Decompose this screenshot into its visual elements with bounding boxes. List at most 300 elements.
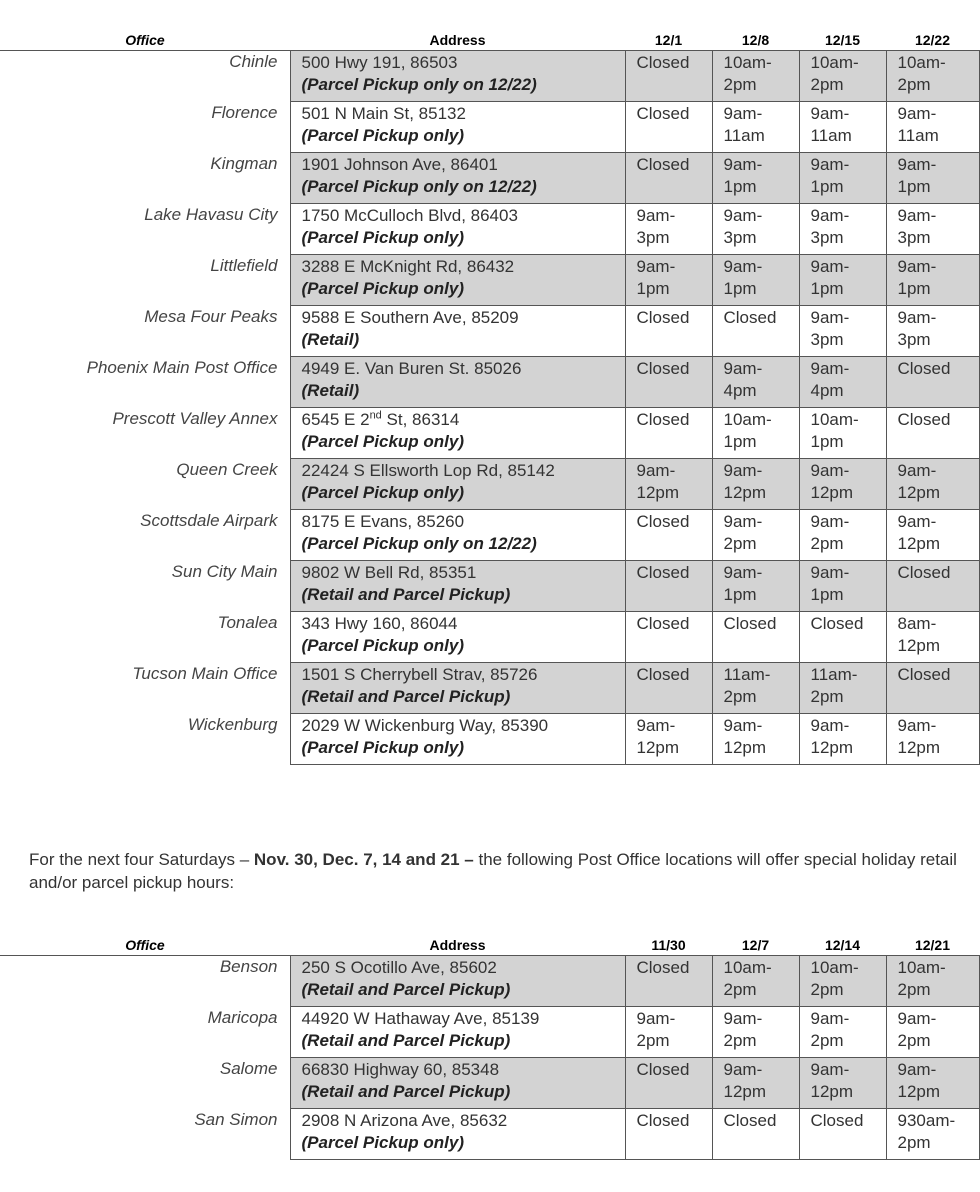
street-address: 4949 E. Van Buren St. 85026 bbox=[301, 359, 522, 378]
hours-text: 2pm bbox=[810, 534, 844, 553]
hours-text: 9am- bbox=[723, 512, 763, 531]
street-address: 343 Hwy 160, 86044 bbox=[301, 614, 458, 633]
hours-text: 11am- bbox=[723, 665, 771, 684]
hours-text: 9am- bbox=[723, 104, 763, 123]
hours-text: Closed bbox=[636, 512, 690, 531]
street-address: 66830 Highway 60, 85348 bbox=[301, 1060, 500, 1079]
hours-text: 12pm bbox=[636, 738, 680, 757]
hours-text: 9am- bbox=[810, 359, 850, 378]
hours-text: 3pm bbox=[636, 228, 670, 247]
hours-text: 10am- bbox=[723, 958, 772, 977]
table-row bbox=[0, 663, 979, 714]
hours-text: 2pm bbox=[897, 980, 931, 999]
hours-text: 10am- bbox=[897, 53, 946, 72]
hours-cell bbox=[886, 1058, 979, 1109]
hours-text: 8am- bbox=[897, 614, 937, 633]
street-address: 6545 E 2 bbox=[301, 410, 370, 429]
hours-text: 11am bbox=[897, 126, 939, 145]
hours-cell bbox=[886, 102, 979, 153]
service-note: (Parcel Pickup only) bbox=[301, 279, 464, 298]
hours-text: 1pm bbox=[810, 585, 844, 604]
street-address: 501 N Main St, 85132 bbox=[301, 104, 466, 123]
column-header-date: 11/30 bbox=[625, 929, 712, 956]
hours-cell bbox=[625, 357, 712, 408]
table-row bbox=[0, 408, 979, 459]
hours-text: 1pm bbox=[723, 177, 757, 196]
address-cell bbox=[290, 956, 625, 1007]
hours-text: Closed bbox=[723, 614, 777, 633]
hours-cell bbox=[712, 102, 799, 153]
hours-cell bbox=[625, 1109, 712, 1160]
hours-text: 9am- bbox=[810, 716, 850, 735]
hours-text: 1pm bbox=[723, 432, 757, 451]
hours-text: 10am- bbox=[810, 410, 859, 429]
hours-text: 1pm bbox=[723, 585, 757, 604]
service-note: (Parcel Pickup only) bbox=[301, 636, 464, 655]
hours-text: Closed bbox=[636, 665, 690, 684]
hours-text: 12pm bbox=[723, 738, 767, 757]
service-note: (Retail) bbox=[301, 381, 360, 400]
service-note: (Retail) bbox=[301, 330, 360, 349]
hours-text: 9am- bbox=[897, 461, 937, 480]
hours-text: Closed bbox=[897, 563, 951, 582]
hours-text: 12pm bbox=[897, 483, 941, 502]
hours-cell bbox=[799, 956, 886, 1007]
address-cell bbox=[290, 357, 625, 408]
street-address: 2029 W Wickenburg Way, 85390 bbox=[301, 716, 549, 735]
service-note: (Parcel Pickup only on 12/22) bbox=[301, 177, 537, 196]
hours-text: 10am- bbox=[810, 958, 859, 977]
office-name: Sun City Main bbox=[171, 561, 278, 581]
hours-cell bbox=[712, 153, 799, 204]
column-header-office: Office bbox=[0, 929, 290, 956]
hours-text: 2pm bbox=[897, 1031, 931, 1050]
office-name: Wickenburg bbox=[187, 714, 278, 734]
hours-text: 9am- bbox=[636, 716, 676, 735]
hours-text: 9am- bbox=[897, 1060, 937, 1079]
hours-text: 10am- bbox=[897, 958, 946, 977]
address-cell bbox=[290, 510, 625, 561]
hours-text: 2pm bbox=[723, 1031, 757, 1050]
hours-text: 11am- bbox=[810, 665, 858, 684]
service-note: (Parcel Pickup only) bbox=[301, 1133, 464, 1152]
service-note: (Retail and Parcel Pickup) bbox=[301, 687, 511, 706]
hours-text: 9am- bbox=[897, 716, 937, 735]
hours-text: 3pm bbox=[897, 228, 931, 247]
column-header-office: Office bbox=[0, 24, 290, 51]
address-cell bbox=[290, 51, 625, 102]
hours-text: 9am- bbox=[810, 563, 850, 582]
table-row bbox=[0, 459, 979, 510]
hours-cell bbox=[799, 459, 886, 510]
hours-cell bbox=[886, 306, 979, 357]
hours-cell bbox=[886, 714, 979, 765]
hours-cell bbox=[799, 1109, 886, 1160]
hours-cell bbox=[712, 956, 799, 1007]
street-address: 9802 W Bell Rd, 85351 bbox=[301, 563, 477, 582]
hours-text: 12pm bbox=[723, 1082, 767, 1101]
hours-cell bbox=[712, 510, 799, 561]
hours-cell bbox=[625, 255, 712, 306]
street-address: 9588 E Southern Ave, 85209 bbox=[301, 308, 519, 327]
hours-text: Closed bbox=[636, 563, 690, 582]
address-cell bbox=[290, 1007, 625, 1058]
hours-text: 2pm bbox=[810, 75, 844, 94]
hours-cell bbox=[799, 102, 886, 153]
hours-cell bbox=[886, 956, 979, 1007]
table-row bbox=[0, 1007, 979, 1058]
column-header-date: 12/15 bbox=[799, 24, 886, 51]
hours-text: 9am- bbox=[810, 512, 850, 531]
hours-text: 10am- bbox=[810, 53, 859, 72]
hours-text: 4pm bbox=[723, 381, 757, 400]
hours-cell bbox=[799, 357, 886, 408]
hours-text: 1pm bbox=[897, 177, 931, 196]
street-address: 1750 McCulloch Blvd, 86403 bbox=[301, 206, 518, 225]
address-cell bbox=[290, 408, 625, 459]
hours-text: 2pm bbox=[636, 1031, 670, 1050]
hours-text: 9am- bbox=[723, 1060, 763, 1079]
hours-text: 2pm bbox=[810, 980, 844, 999]
paragraph-text: For the next four Saturdays – bbox=[29, 850, 254, 869]
hours-cell bbox=[799, 1007, 886, 1058]
street-address: 1501 S Cherrybell Strav, 85726 bbox=[301, 665, 538, 684]
hours-text: 2pm bbox=[897, 75, 931, 94]
hours-text: 12pm bbox=[897, 1082, 941, 1101]
hours-cell bbox=[799, 663, 886, 714]
street-address: 250 S Ocotillo Ave, 85602 bbox=[301, 958, 497, 977]
service-note: (Parcel Pickup only on 12/22) bbox=[301, 75, 537, 94]
hours-text: 1pm bbox=[723, 279, 757, 298]
column-header-date: 12/7 bbox=[712, 929, 799, 956]
hours-cell bbox=[712, 612, 799, 663]
hours-cell bbox=[712, 408, 799, 459]
street-address-tail: St, 86314 bbox=[381, 410, 460, 429]
hours-text: 12pm bbox=[723, 483, 767, 502]
hours-text: 1pm bbox=[897, 279, 931, 298]
table-row bbox=[0, 561, 979, 612]
service-note: (Parcel Pickup only) bbox=[301, 126, 464, 145]
hours-cell bbox=[712, 714, 799, 765]
column-header-date: 12/8 bbox=[712, 24, 799, 51]
hours-text: Closed bbox=[897, 410, 951, 429]
hours-cell bbox=[886, 1109, 979, 1160]
hours-text: 9am- bbox=[723, 257, 763, 276]
hours-cell bbox=[712, 1007, 799, 1058]
hours-cell bbox=[625, 306, 712, 357]
service-note: (Retail and Parcel Pickup) bbox=[301, 1031, 511, 1050]
hours-text: 9am- bbox=[897, 104, 937, 123]
service-note: (Retail and Parcel Pickup) bbox=[301, 1082, 511, 1101]
street-address: 22424 S Ellsworth Lop Rd, 85142 bbox=[301, 461, 555, 480]
hours-text: 3pm bbox=[810, 228, 844, 247]
hours-cell bbox=[712, 306, 799, 357]
hours-cell bbox=[712, 561, 799, 612]
hours-text: 9am- bbox=[897, 308, 937, 327]
address-cell bbox=[290, 663, 625, 714]
hours-text: 9am- bbox=[810, 257, 850, 276]
hours-text: 11am bbox=[810, 126, 852, 145]
hours-text: 9am- bbox=[636, 257, 676, 276]
address-cell bbox=[290, 561, 625, 612]
hours-text: 1pm bbox=[810, 279, 844, 298]
hours-text: 9am- bbox=[810, 104, 850, 123]
hours-text: 9am- bbox=[723, 716, 763, 735]
office-name: Phoenix Main Post Office bbox=[86, 357, 278, 377]
hours-text: Closed bbox=[897, 359, 951, 378]
hours-text: 9am- bbox=[810, 1009, 850, 1028]
street-address: 500 Hwy 191, 86503 bbox=[301, 53, 458, 72]
column-header-date: 12/1 bbox=[625, 24, 712, 51]
address-cell bbox=[290, 255, 625, 306]
hours-text: 9am- bbox=[636, 206, 676, 225]
hours-text: 930am- bbox=[897, 1111, 956, 1130]
hours-text: Closed bbox=[723, 308, 777, 327]
table-row bbox=[0, 51, 979, 102]
hours-text: Closed bbox=[636, 614, 690, 633]
hours-text: 3pm bbox=[897, 330, 931, 349]
hours-text: 12pm bbox=[636, 483, 680, 502]
address-cell bbox=[290, 459, 625, 510]
hours-cell bbox=[799, 255, 886, 306]
hours-text: 2pm bbox=[897, 1133, 931, 1152]
hours-text: 2pm bbox=[723, 687, 757, 706]
hours-text: 9am- bbox=[897, 155, 937, 174]
street-address: 3288 E McKnight Rd, 86432 bbox=[301, 257, 515, 276]
hours-text: 9am- bbox=[810, 155, 850, 174]
table-row bbox=[0, 204, 979, 255]
office-name: Mesa Four Peaks bbox=[144, 306, 278, 326]
office-name: Littlefield bbox=[210, 255, 278, 275]
table-row bbox=[0, 510, 979, 561]
hours-cell bbox=[799, 153, 886, 204]
office-name: Benson bbox=[219, 957, 278, 976]
column-header-address: Address bbox=[290, 24, 625, 51]
hours-cell bbox=[712, 204, 799, 255]
hours-text: 2pm bbox=[723, 980, 757, 999]
address-cell bbox=[290, 102, 625, 153]
hours-text: Closed bbox=[636, 53, 690, 72]
hours-text: Closed bbox=[723, 1111, 777, 1130]
table-row bbox=[0, 1058, 979, 1109]
hours-cell bbox=[625, 561, 712, 612]
hours-cell bbox=[886, 459, 979, 510]
hours-text: Closed bbox=[897, 665, 951, 684]
hours-text: 12pm bbox=[897, 738, 941, 757]
hours-cell bbox=[799, 714, 886, 765]
service-note: (Parcel Pickup only) bbox=[301, 483, 464, 502]
hours-text: 9am- bbox=[810, 308, 850, 327]
column-header-date: 12/14 bbox=[799, 929, 886, 956]
hours-text: 9am- bbox=[810, 1060, 850, 1079]
hours-cell bbox=[625, 1007, 712, 1058]
hours-cell bbox=[625, 51, 712, 102]
address-cell bbox=[290, 1058, 625, 1109]
table-row bbox=[0, 714, 979, 765]
hours-cell bbox=[712, 1109, 799, 1160]
hours-cell bbox=[886, 255, 979, 306]
hours-text: 9am- bbox=[897, 257, 937, 276]
hours-cell bbox=[886, 51, 979, 102]
office-name: San Simon bbox=[194, 1109, 278, 1129]
hours-cell bbox=[712, 663, 799, 714]
table-header-row bbox=[0, 929, 979, 956]
hours-cell bbox=[799, 51, 886, 102]
hours-text: Closed bbox=[636, 308, 690, 327]
address-cell bbox=[290, 153, 625, 204]
hours-text: Closed bbox=[636, 410, 690, 429]
office-name: Chinle bbox=[229, 52, 278, 71]
hours-text: 9am- bbox=[810, 206, 850, 225]
hours-text: 12pm bbox=[810, 738, 854, 757]
paragraph-text: the following Post Office locations will offer special holiday retail and/or parcel pickup hours: bbox=[29, 850, 957, 892]
table-row bbox=[0, 153, 979, 204]
hours-cell bbox=[625, 612, 712, 663]
service-note: (Retail and Parcel Pickup) bbox=[301, 585, 511, 604]
office-name: Kingman bbox=[210, 153, 278, 173]
hours-text: 3pm bbox=[723, 228, 757, 247]
table-row bbox=[0, 956, 979, 1007]
hours-cell bbox=[886, 510, 979, 561]
column-header-address: Address bbox=[290, 929, 625, 956]
hours-text: 11am bbox=[723, 126, 765, 145]
hours-cell bbox=[886, 612, 979, 663]
hours-text: Closed bbox=[636, 359, 690, 378]
office-name: Salome bbox=[219, 1058, 278, 1078]
hours-cell bbox=[712, 357, 799, 408]
hours-text: 3pm bbox=[810, 330, 844, 349]
hours-cell bbox=[799, 510, 886, 561]
hours-cell bbox=[625, 510, 712, 561]
street-address: 1901 Johnson Ave, 86401 bbox=[301, 155, 498, 174]
hours-cell bbox=[625, 408, 712, 459]
hours-text: 12pm bbox=[897, 636, 941, 655]
column-header-date: 12/21 bbox=[886, 929, 979, 956]
hours-cell bbox=[712, 459, 799, 510]
table-row bbox=[0, 357, 979, 408]
hours-text: 9am- bbox=[897, 1009, 937, 1028]
hours-text: 9am- bbox=[636, 461, 676, 480]
hours-text: 10am- bbox=[723, 53, 772, 72]
paragraph-dates: Nov. 30, Dec. 7, 14 and 21 – bbox=[253, 850, 474, 869]
address-ordinal-suffix: nd bbox=[369, 409, 382, 422]
hours-text: 1pm bbox=[810, 177, 844, 196]
hours-text: 1pm bbox=[810, 432, 844, 451]
street-address: 44920 W Hathaway Ave, 85139 bbox=[301, 1009, 540, 1028]
hours-cell bbox=[625, 1058, 712, 1109]
hours-cell bbox=[625, 153, 712, 204]
address-cell bbox=[290, 204, 625, 255]
address-cell bbox=[290, 714, 625, 765]
hours-cell bbox=[799, 306, 886, 357]
hours-text: 2pm bbox=[723, 534, 757, 553]
hours-cell bbox=[886, 408, 979, 459]
table-header-row bbox=[0, 24, 979, 51]
hours-text: 12pm bbox=[810, 483, 854, 502]
hours-text: 12pm bbox=[810, 1082, 854, 1101]
hours-cell bbox=[799, 561, 886, 612]
office-name: Prescott Valley Annex bbox=[112, 408, 278, 428]
hours-cell bbox=[886, 1007, 979, 1058]
hours-text: 2pm bbox=[810, 1031, 844, 1050]
office-name: Tonalea bbox=[217, 612, 278, 632]
address-cell bbox=[290, 306, 625, 357]
hours-cell bbox=[625, 102, 712, 153]
service-note: (Parcel Pickup only) bbox=[301, 432, 464, 451]
table-row bbox=[0, 255, 979, 306]
hours-text: 2pm bbox=[723, 75, 757, 94]
hours-text: 9am- bbox=[723, 461, 763, 480]
hours-cell bbox=[886, 663, 979, 714]
hours-text: 9am- bbox=[897, 512, 937, 531]
hours-cell bbox=[799, 612, 886, 663]
hours-text: Closed bbox=[636, 1111, 690, 1130]
hours-cell bbox=[712, 255, 799, 306]
office-name: Lake Havasu City bbox=[144, 204, 278, 224]
hours-text: 2pm bbox=[810, 687, 844, 706]
table-row bbox=[0, 102, 979, 153]
hours-cell bbox=[886, 561, 979, 612]
hours-text: 9am- bbox=[723, 206, 763, 225]
table-row bbox=[0, 306, 979, 357]
hours-cell bbox=[712, 51, 799, 102]
column-header-date: 12/22 bbox=[886, 24, 979, 51]
hours-cell bbox=[799, 408, 886, 459]
hours-cell bbox=[886, 357, 979, 408]
hours-cell bbox=[799, 204, 886, 255]
office-name: Maricopa bbox=[207, 1007, 278, 1027]
office-name: Scottsdale Airpark bbox=[140, 510, 278, 530]
service-note: (Parcel Pickup only) bbox=[301, 228, 464, 247]
hours-text: Closed bbox=[810, 1111, 864, 1130]
hours-text: 10am- bbox=[723, 410, 772, 429]
hours-cell bbox=[799, 1058, 886, 1109]
hours-text: Closed bbox=[636, 1060, 690, 1079]
hours-text: Closed bbox=[636, 104, 690, 123]
hours-text: Closed bbox=[636, 155, 690, 174]
service-note: (Retail and Parcel Pickup) bbox=[301, 980, 511, 999]
hours-text: 9am- bbox=[897, 206, 937, 225]
table-row bbox=[0, 1109, 979, 1160]
hours-cell bbox=[712, 1058, 799, 1109]
hours-text: 9am- bbox=[723, 359, 763, 378]
hours-cell bbox=[625, 714, 712, 765]
hours-text: 9am- bbox=[723, 155, 763, 174]
street-address: 2908 N Arizona Ave, 85632 bbox=[301, 1111, 508, 1130]
office-name: Queen Creek bbox=[176, 459, 278, 479]
address-cell bbox=[290, 1109, 625, 1160]
hours-text: 9am- bbox=[723, 1009, 763, 1028]
hours-cell bbox=[625, 459, 712, 510]
holiday-hours-table-1 bbox=[0, 24, 980, 765]
hours-text: 1pm bbox=[636, 279, 670, 298]
hours-cell bbox=[625, 204, 712, 255]
address-cell bbox=[290, 612, 625, 663]
office-name: Tucson Main Office bbox=[132, 663, 278, 683]
hours-cell bbox=[886, 204, 979, 255]
hours-cell bbox=[625, 663, 712, 714]
hours-text: 9am- bbox=[636, 1009, 676, 1028]
saturday-hours-paragraph bbox=[29, 848, 959, 894]
hours-text: Closed bbox=[636, 958, 690, 977]
holiday-hours-table-2 bbox=[0, 929, 980, 1160]
hours-text: Closed bbox=[810, 614, 864, 633]
service-note: (Parcel Pickup only on 12/22) bbox=[301, 534, 537, 553]
hours-cell bbox=[625, 956, 712, 1007]
street-address: 8175 E Evans, 85260 bbox=[301, 512, 465, 531]
hours-text: 4pm bbox=[810, 381, 844, 400]
hours-text: 9am- bbox=[810, 461, 850, 480]
